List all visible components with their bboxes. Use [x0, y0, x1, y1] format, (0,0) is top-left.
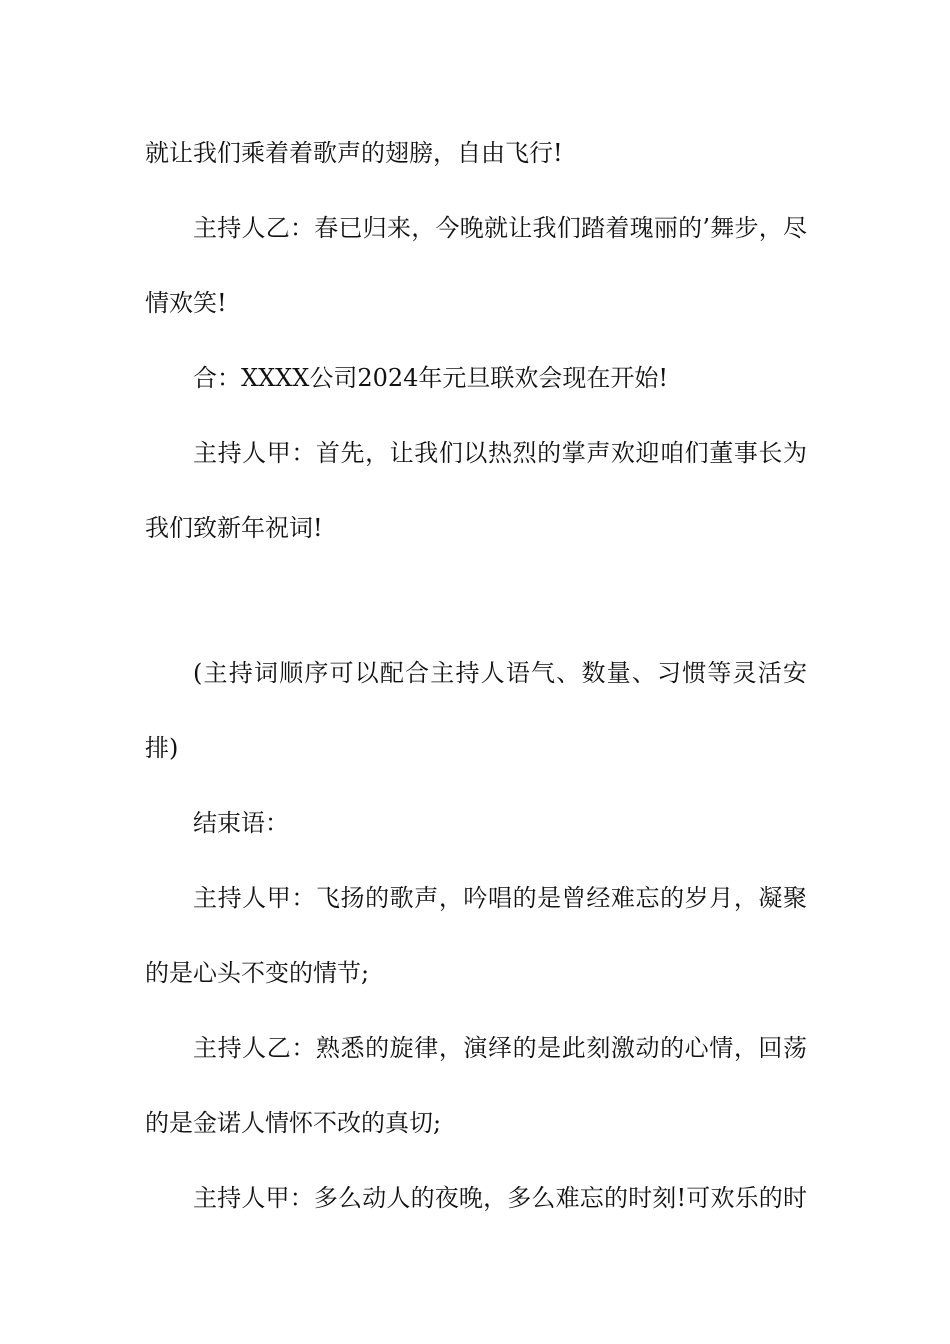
paragraph-line: 主持人甲：多么动人的夜晚，多么难忘的时刻!可欢乐的时 — [193, 1184, 807, 1212]
paragraph-line: 我们致新年祝词! — [145, 514, 323, 542]
paragraph-line: 主持人甲：飞扬的歌声，吟唱的是曾经难忘的岁月，凝聚 — [193, 884, 807, 912]
paragraph-line: 的是心头不变的情节; — [145, 959, 370, 987]
paragraph-line: (主持词顺序可以配合主持人语气、数量、习惯等灵活安 — [193, 659, 807, 687]
paragraph-line: 就让我们乘着着歌声的翅膀，自由飞行! — [145, 139, 563, 167]
paragraph-line: 结束语： — [193, 809, 289, 837]
paragraph-line: 主持人乙：熟悉的旋律，演绎的是此刻激动的心情，回荡 — [193, 1034, 807, 1062]
paragraph-line: 主持人乙：春已归来，今晚就让我们踏着瑰丽的’舞步，尽 — [193, 214, 807, 242]
paragraph-line: 的是金诺人情怀不改的真切; — [145, 1109, 442, 1137]
paragraph-line: 主持人甲：首先，让我们以热烈的掌声欢迎咱们董事长为 — [193, 439, 807, 467]
document-body — [145, 116, 807, 1236]
blank-gap — [145, 566, 807, 636]
paragraph-line: 情欢笑! — [145, 289, 227, 317]
paragraph-line: 合：XXXX公司2024年元旦联欢会现在开始! — [193, 364, 669, 392]
paragraph-line: 排) — [145, 734, 179, 762]
